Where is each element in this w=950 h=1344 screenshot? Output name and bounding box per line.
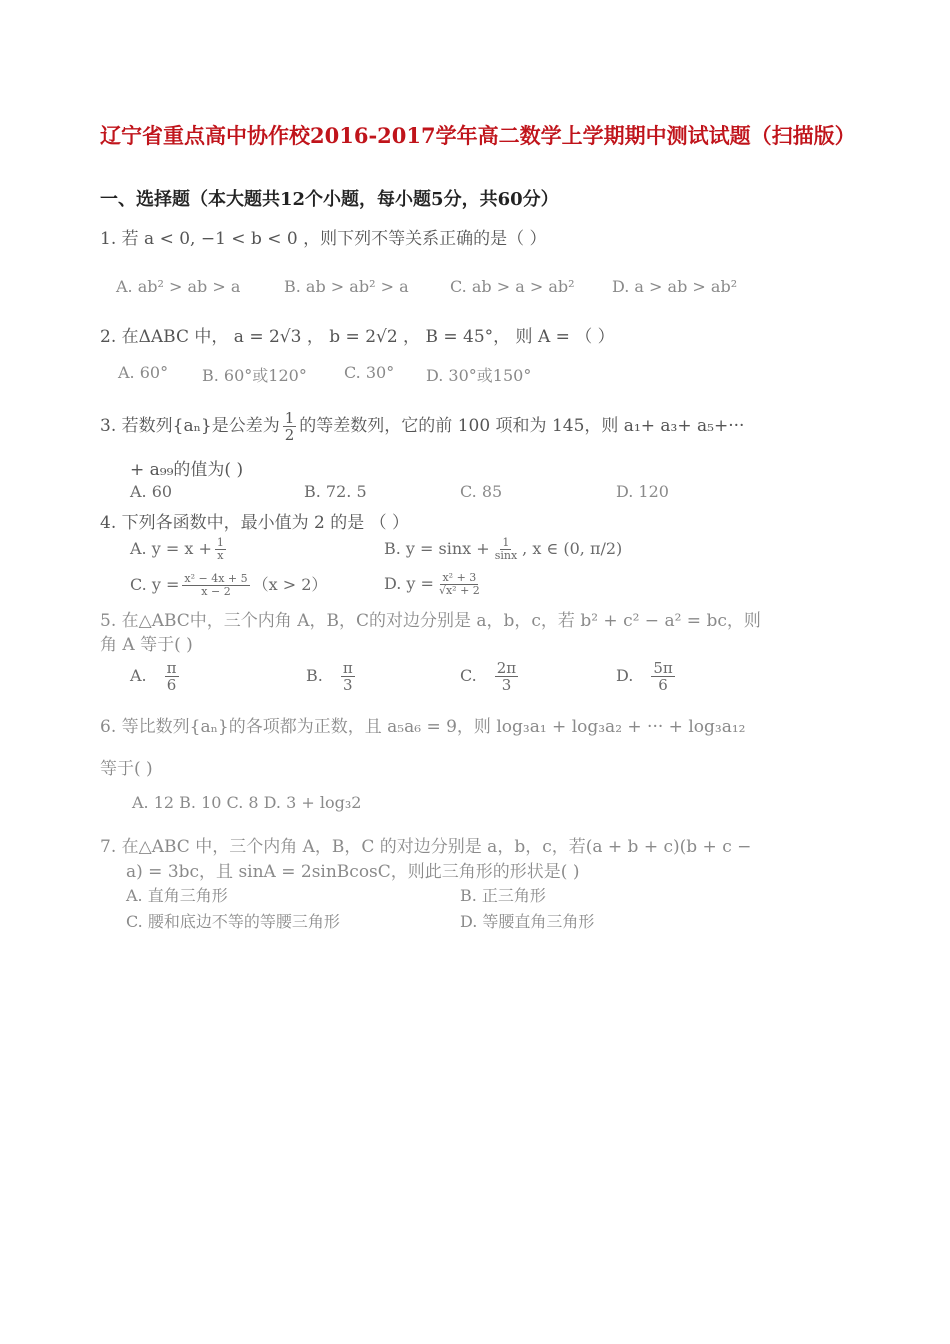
question-2-option-a: A. 60° [118,363,169,382]
question-5-option-b: B. $\frac{\pi}{3}$ [306,659,353,694]
question-2-stem: 2. 在ΔABC 中， a = 2√3 ， b = 2√2 ， B = 45°， 则 A = （ ） [100,327,615,347]
question-3-line-2: + a₉₉的值为( ) [130,460,244,480]
question-2-option-c: C. 30° [344,363,395,382]
question-5-option-a: A. $\frac{\pi}{6}$ [130,659,177,694]
question-4-option-a: A. y = x + $\frac{1}{x}$ [130,536,224,562]
question-3-option-d: D. 120 [616,482,669,501]
question-7-line-1: 7. 在△ABC 中，三个内角 A，B，C 的对边分别是 a，b，c，若(a + b + c)(b + c − [100,837,752,857]
question-1-option-c: C. ab > a > ab² [450,277,575,296]
section-heading: 一、选择题（本大题共12个小题，每小题5分，共60分） [100,189,559,210]
question-7-option-d: D. 等腰直角三角形 [460,912,595,931]
question-3-fraction: $\frac{1}{2}$ [284,409,295,444]
question-3-option-a: A. 60 [130,482,173,501]
question-3-option-c: C. 85 [460,482,503,501]
question-1-stem: 1. 若 a < 0, −1 < b < 0 ，则下列不等关系正确的是（ ） [100,229,547,249]
question-3-pre: 3. 若数列{aₙ}是公差为 [100,416,280,436]
question-1-option-a: A. ab² > ab > a [116,277,241,296]
question-3-post: 的等差数列，它的前 100 项和为 145，则 a₁+ a₃+ a₅+··· [299,416,745,436]
question-1-option-b: B. ab > ab² > a [284,277,409,296]
question-5-option-c: C. $\frac{2\pi}{3}$ [460,659,517,694]
question-7-option-b: B. 正三角形 [460,886,546,905]
question-6-options: A. 12 B. 10 C. 8 D. 3 + log₃2 [132,793,362,812]
question-5-line-2: 角 A 等于( ) [100,635,193,655]
question-7-option-a: A. 直角三角形 [126,886,228,905]
question-3-option-b: B. 72. 5 [304,482,367,501]
question-4-stem: 4. 下列各函数中，最小值为 2 的是 （ ） [100,513,410,533]
document-title: 辽宁省重点高中协作校2016-2017学年高二数学上学期期中测试试题（扫描版） [100,123,856,148]
question-1-option-d: D. a > ab > ab² [612,277,738,296]
question-4-option-d: D. y = $\frac{\text{x² + 3}}{\text{√x² + 2}}$ [384,571,480,597]
question-2-option-d: D. 30°或150° [426,366,532,385]
question-4-option-c: C. y = $\frac{\text{x² − 4x + 5}}{x - 2}$ （x > 2） [130,572,328,598]
question-2-option-b: B. 60°或120° [202,366,307,385]
question-6-line-2: 等于( ) [100,759,153,779]
question-7-option-c: C. 腰和底边不等的等腰三角形 [126,912,340,931]
question-3-line-1 [100,410,744,443]
question-6-line-1: 6. 等比数列{aₙ}的各项都为正数，且 a₅a₆ = 9，则 log₃a₁ + log₃a₂ + ··· + log₃a₁₂ [100,717,746,737]
question-4-option-b: B. y = sinx + $\frac{1}{\sin x}$ , x ∈ (0, π/2) [384,536,623,562]
question-5-line-1: 5. 在△ABC中，三个内角 A，B，C的对边分别是 a，b，c，若 b² + c² − a² = bc，则 [100,611,761,631]
question-7-line-2: a) = 3bc，且 sinA = 2sinBcosC，则此三角形的形状是( ) [126,862,580,882]
question-5-option-d: D. $\frac{5\pi}{6}$ [616,659,673,694]
